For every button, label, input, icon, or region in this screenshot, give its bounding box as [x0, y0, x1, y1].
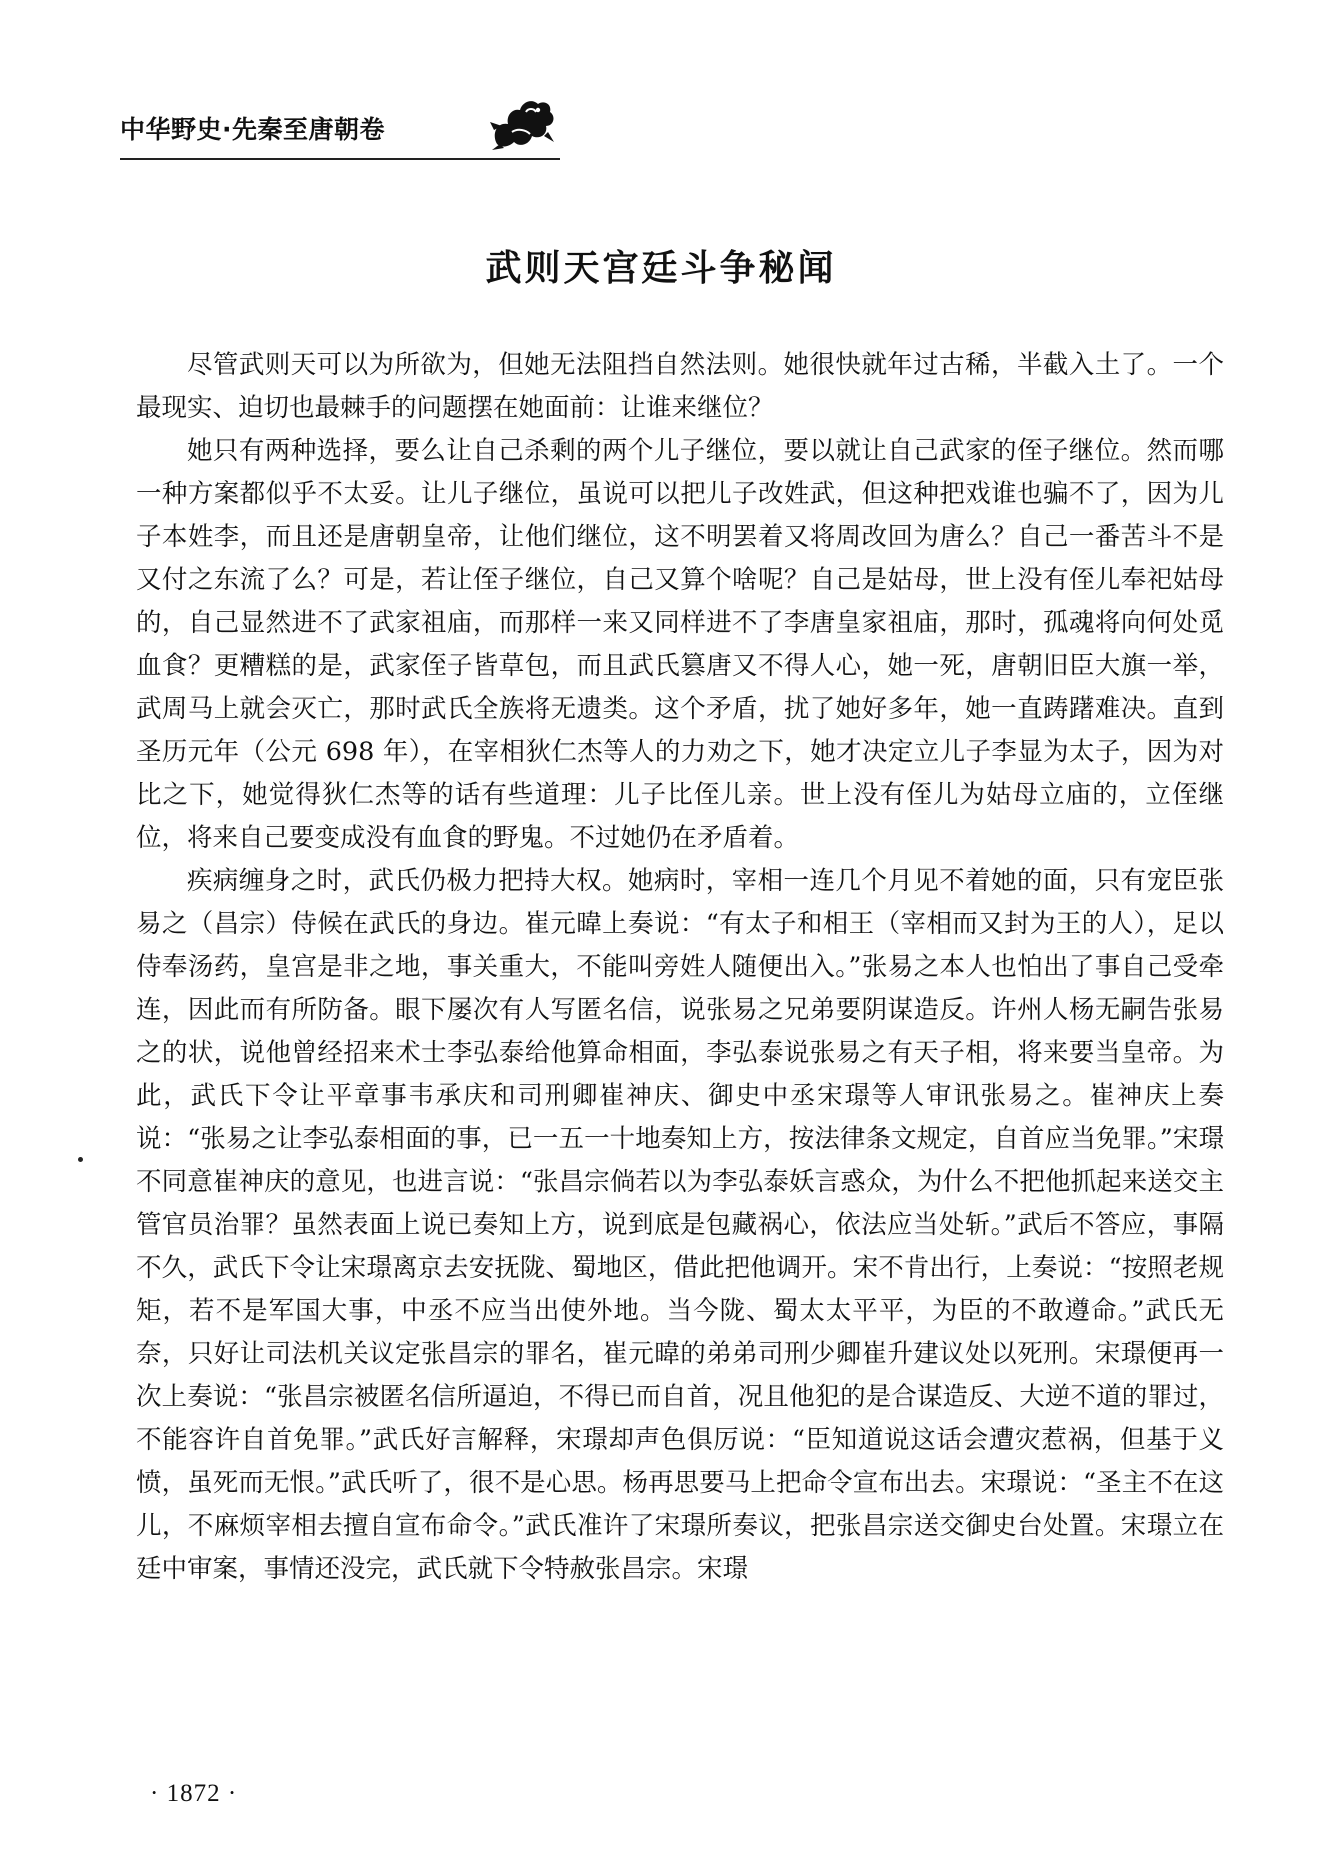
scan-dot	[78, 1157, 83, 1162]
paragraph-2: 她只有两种选择，要么让自己杀剩的两个儿子继位，要以就让自己武家的侄子继位。然而哪一种方案都似乎不太妥。让儿子继位，虽说可以把儿子改姓武，但这种把戏谁也骗不了，因为儿子本姓李，而且还是唐朝皇帝，让他们继位，这不明罢着又将周改回为唐么？自己一番苦斗不是又付之东流了么？可是，若让侄子继位，自己又算个啥呢？自己是姑母，世上没有侄儿奉祀姑母的，自己显然进不了武家祖庙，而那样一来又同样进不了李唐皇家祖庙，那时，孤魂将向何处觅血食？更糟糕的是，武家侄子皆草包，而且武氏篡唐又不得人心，她一死，唐朝旧臣大旗一举，武周马上就会灭亡，那时武氏全族将无遗类。这个矛盾，扰了她好多年，她一直踌躇难决。直到圣历元年（公元 698 年），在宰相狄仁杰等人的力劝之下，她才决定立儿子李显为太子，因为对比之下，她觉得狄仁杰等的话有些道理：儿子比侄儿亲。世上没有侄儿为姑母立庙的，立侄继位，将来自己要变成没有血食的野鬼。不过她仍在矛盾着。	[136, 436, 1224, 853]
article-title: 武则天宫廷斗争秘闻	[485, 248, 837, 289]
running-header	[120, 96, 580, 176]
page-number: · 1872 ·	[150, 1780, 238, 1807]
paragraph-1: 尽管武则天可以为所欲为，但她无法阻挡自然法则。她很快就年过古稀，半截入土了。一个最现实、迫切也最棘手的问题摆在她面前：让谁来继位？	[136, 350, 1224, 423]
series-title: 中华野史·先秦至唐朝卷	[120, 115, 385, 144]
dragon-emblem-icon	[486, 92, 560, 154]
article-body	[136, 344, 1224, 1591]
paragraph-3: 疾病缠身之时，武氏仍极力把持大权。她病时，宰相一连几个月见不着她的面，只有宠臣张易之（昌宗）侍候在武氏的身边。崔元暐上奏说：“有太子和相王（宰相而又封为王的人），足以侍奉汤药，皇宫是非之地，事关重大，不能叫旁姓人随便出入。”张易之本人也怕出了事自己受牵连，因此而有所防备。眼下屡次有人写匿名信，说张易之兄弟要阴谋造反。许州人杨无嗣告张易之的状，说他曾经招来术士李弘泰给他算命相面，李弘泰说张易之有天子相，将来要当皇帝。为此，武氏下令让平章事韦承庆和司刑卿崔神庆、御史中丞宋璟等人审讯张易之。崔神庆上奏说：“张易之让李弘泰相面的事，已一五一十地奏知上方，按法律条文规定，自首应当免罪。”宋璟不同意崔神庆的意见，也进言说：“张昌宗倘若以为李弘泰妖言惑众，为什么不把他抓起来送交主管官员治罪？虽然表面上说已奏知上方，说到底是包藏祸心，依法应当处斩。”武后不答应，事隔不久，武氏下令让宋璟离京去安抚陇、蜀地区，借此把他调开。宋不肯出行，上奏说：“按照老规矩，若不是军国大事，中丞不应当出使外地。当今陇、蜀太太平平，为臣的不敢遵命。”武氏无奈，只好让司法机关议定张昌宗的罪名，崔元暐的弟弟司刑少卿崔升建议处以死刑。宋璟便再一次上奏说：“张昌宗被匿名信所逼迫，不得已而自首，况且他犯的是合谋造反、大逆不道的罪过，不能容许自首免罪。”武氏好言解释，宋璟却声色俱厉说：“臣知道说这话会遭灾惹祸，但基于义愤，虽死而无恨。”武氏听了，很不是心思。杨再思要马上把命令宣布出去。宋璟说：“圣主不在这儿，不麻烦宰相去擅自宣布命令。”武氏准许了宋璟所奏议，把张昌宗送交御史台处置。宋璟立在廷中审案，事情还没完，武氏就下令特赦张昌宗。宋璟	[136, 866, 1224, 1584]
header-rule	[120, 158, 560, 160]
